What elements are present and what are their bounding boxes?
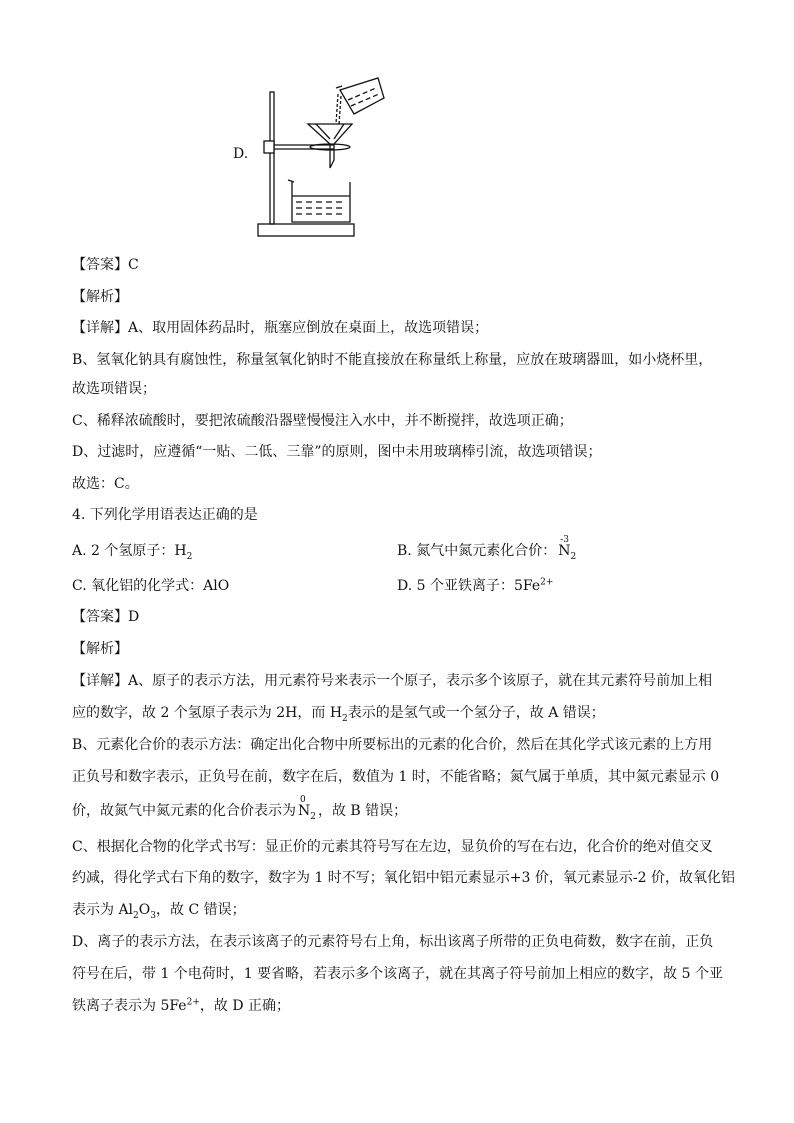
q4-detail-d-cont2: 铁离子表示为 $5Fe^{2+}$，故 D 正确； bbox=[72, 997, 290, 1014]
q3-detail-d: D、过滤时，应遵循“一贴、二低、三靠”的原则，图中未用玻璃棒引流，故选项错误； bbox=[72, 444, 602, 460]
q4-detail-c: C、根据化合物的化学式书写：显正价的元素其符号写在左边，显负价的写在右边，化合价的绝对值交叉 bbox=[72, 839, 713, 855]
q4-detail-d-cont1: 符号在后，带 1 个电荷时，1 要省略，若表示多个该离子，就在其离子符号前加上相应的数字，故 5 个亚 bbox=[72, 966, 723, 982]
q3-detail-b: B、氢氧化钠具有腐蚀性，称量氢氧化钠时不能直接放在称量纸上称量，应放在玻璃器皿，如小烧杯里， bbox=[72, 352, 713, 368]
q3-detail-a: 【详解】A、取用固体药品时，瓶塞应倒放在桌面上，故选项错误； bbox=[72, 320, 489, 336]
q4-detail-d: D、离子的表示方法，在表示该离子的元素符号右上角，标出该离子所带的正负电荷数，数字在前，正负 bbox=[72, 934, 714, 950]
q4-detail-b-cont2: 价，故氮气中氮元素的化合价表示为 0 $N_2$ ，故 B 错误； bbox=[72, 795, 408, 822]
q4-option-a: A. 2 个氢原子：$H_2$ bbox=[72, 543, 193, 562]
q4-detail-c-cont2: 表示为 $Al_2O_3$，故 C 错误； bbox=[72, 902, 246, 921]
figure-option-label: D. bbox=[233, 146, 249, 162]
q4-detail-b-cont1: 正负号和数字表示，正负号在前，数字在后，数值为 1 时，不能省略；氮气属于单质，其中氮元素显示 0 bbox=[72, 769, 720, 785]
stand-base bbox=[258, 224, 354, 236]
q4-analysis-heading: 【解析】 bbox=[72, 641, 128, 657]
funnel bbox=[308, 124, 352, 168]
filtration-apparatus-figure bbox=[230, 72, 390, 242]
q4-detail-a-cont: 应的数字，故 2 个氢原子表示为 2H，而 $H_2$表示的是氢气或一个氢分子，故 A 错误； bbox=[72, 705, 605, 724]
stand-rod bbox=[270, 92, 274, 224]
clamp-boss bbox=[264, 141, 274, 153]
q3-choice: 故选：C。 bbox=[72, 476, 139, 492]
q4-option-b: B. 氮气中氮元素化合价： -3 $N_2$ bbox=[397, 535, 577, 562]
q4-option-c: C. 氧化铝的化学式：AlO bbox=[72, 578, 230, 594]
q3-answer: 【答案】C bbox=[72, 257, 139, 273]
pouring-beaker bbox=[340, 78, 384, 114]
q4-answer: 【答案】D bbox=[72, 609, 140, 625]
q3-detail-c: C、稀释浓硫酸时，要把浓硫酸沿器壁慢慢注入水中，并不断搅拌，故选项正确； bbox=[72, 413, 573, 429]
liquid-stream bbox=[336, 94, 338, 124]
valence-symbol: -3 $N_2$ bbox=[558, 535, 577, 562]
q3-analysis-heading: 【解析】 bbox=[72, 289, 128, 305]
q4-stem: 4. 下列化学用语表达正确的是 bbox=[72, 507, 258, 523]
q3-detail-b-cont: 故选项错误； bbox=[72, 381, 156, 397]
valence-symbol-zero: 0 $N_2$ bbox=[298, 795, 316, 822]
q4-option-d: D. 5 个亚铁离子：$5Fe^{2+}$ bbox=[397, 577, 554, 594]
q4-detail-c-cont1: 约减，得化学式右下角的数字，数字为 1 时不写；氧化铝中铝元素显示+3 价，氧元素显示-2 价，故氧化铝 bbox=[72, 870, 735, 886]
q4-detail-b: B、元素化合价的表示方法：确定出化合物中所要标出的元素的化合价，然后在其化学式该元素的上方用 bbox=[72, 737, 713, 753]
q4-detail-a: 【详解】A、原子的表示方法，用元素符号来表示一个原子，表示多个该原子，就在其元素符号前加上相 bbox=[72, 673, 713, 689]
